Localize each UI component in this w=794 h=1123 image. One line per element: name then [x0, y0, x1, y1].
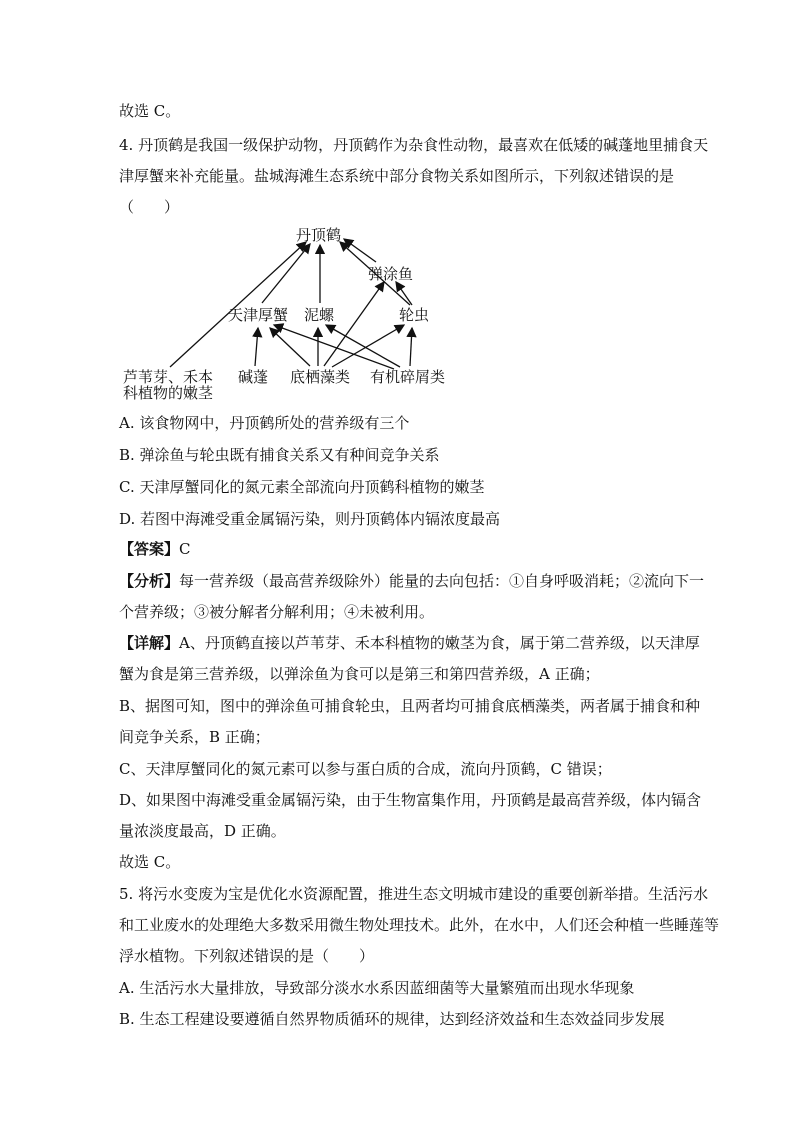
detail-line-5: C、天津厚蟹同化的氮元素可以参与蛋白质的合成，流向丹顶鹤，C 错误； [119, 760, 612, 778]
detail-line-2: 蟹为食是第三营养级，以弹涂鱼为食可以是第三和第四营养级，A 正确； [119, 665, 600, 683]
analysis-text-1: 每一营养级（最高营养级除外）能量的去向包括：①自身呼吸消耗；②流向下一 [179, 572, 705, 590]
arrow-rotifer-to-mudskipper [396, 282, 412, 305]
detail-line-4: 间竞争关系，B 正确； [119, 728, 270, 746]
analysis-line-1 [119, 571, 704, 591]
answer-line [119, 539, 191, 559]
option-d: D. 若图中海滩受重金属镉污染，则丹顶鹤体内镉浓度最高 [119, 510, 501, 528]
option-b: B. 弹涂鱼与轮虫既有捕食关系又有种间竞争关系 [119, 446, 440, 464]
node-reed-line2: 科植物的嫩茎 [123, 384, 214, 402]
arrow-suaeda-to-crab [255, 328, 258, 366]
detail-tag: 【详解】 [119, 634, 180, 652]
answer-value: C [179, 540, 191, 558]
q5-option-a: A. 生活污水大量排放，导致部分淡水水系因蓝细菌等大量繁殖而出现水华现象 [119, 979, 635, 997]
detail-text-1: A、丹顶鹤直接以芦苇芽、禾本科植物的嫩茎为食，属于第二营养级，以天津厚 [179, 634, 700, 652]
arrow-algae-to-crab [270, 328, 310, 366]
detail-line-6: D、如果图中海滩受重金属镉污染，由于生物富集作用，丹顶鹤是最高营养级，体内镉含 [119, 791, 702, 809]
node-crane: 丹顶鹤 [296, 226, 342, 244]
detail-line-3: B、据图可知，图中的弹涂鱼可捕食轮虫，且两者均可捕食底栖藻类，两者属于捕食和种 [119, 697, 701, 715]
arrow-detritus-to-rotifer [410, 328, 412, 366]
arrow-crab-to-crane [262, 244, 310, 303]
node-detritus: 有机碎屑类 [370, 368, 446, 386]
analysis-tag: 【分析】 [119, 572, 180, 590]
node-rotifer: 轮虫 [399, 306, 430, 324]
option-a: A. 该食物网中，丹顶鹤所处的营养级有三个 [119, 414, 410, 432]
detail-line-1 [119, 633, 700, 653]
analysis-line-2: 个营养级；③被分解者分解利用；④未被利用。 [119, 603, 435, 621]
node-snail: 泥螺 [304, 306, 335, 324]
arrow-reed-to-crane [170, 242, 306, 367]
line-prev-answer: 故选 C。 [119, 102, 181, 120]
final-choice-line: 故选 C。 [119, 853, 181, 871]
q4-line-3: （ ） [119, 198, 180, 216]
q4-line-1: 4. 丹顶鹤是我国一级保护动物，丹顶鹤作为杂食性动物，最喜欢在低矮的碱蓬地里捕食天 [119, 136, 709, 154]
node-crab: 天津厚蟹 [228, 306, 289, 324]
node-algae: 底栖藻类 [290, 368, 351, 386]
option-c: C. 天津厚蟹同化的氮元素全部流向丹顶鹤科植物的嫩茎 [119, 478, 485, 496]
food-web-diagram [110, 215, 470, 405]
node-reed-line1: 芦苇芽、禾本 [123, 368, 214, 386]
arrow-algae-to-rotifer [332, 325, 404, 367]
arrow-detritus-to-crab [274, 325, 394, 369]
q4-line-2: 津厚蟹来补充能量。盐城海滩生态系统中部分食物关系如图所示，下列叙述错误的是 [119, 167, 675, 185]
node-suaeda: 碱蓬 [238, 368, 269, 386]
detail-line-7: 量浓淡度最高，D 正确。 [119, 822, 286, 840]
answer-tag: 【答案】 [119, 540, 180, 558]
node-mudskipper: 弹涂鱼 [368, 265, 414, 283]
arrow-detritus-to-snail [326, 325, 400, 367]
q5-line-3: 浮水植物。下列叙述错误的是（ ） [119, 947, 375, 965]
q5-option-b: B. 生态工程建设要遵循自然界物质循环的规律，达到经济效益和生态效益同步发展 [119, 1010, 665, 1028]
q5-line-1: 5. 将污水变废为宝是优化水资源配置，推进生态文明城市建设的重要创新举措。生活污水 [119, 885, 709, 903]
q5-line-2: 和工业废水的处理绝大多数采用微生物处理技术。此外，在水中，人们还会种植一些睡莲等 [119, 916, 720, 934]
